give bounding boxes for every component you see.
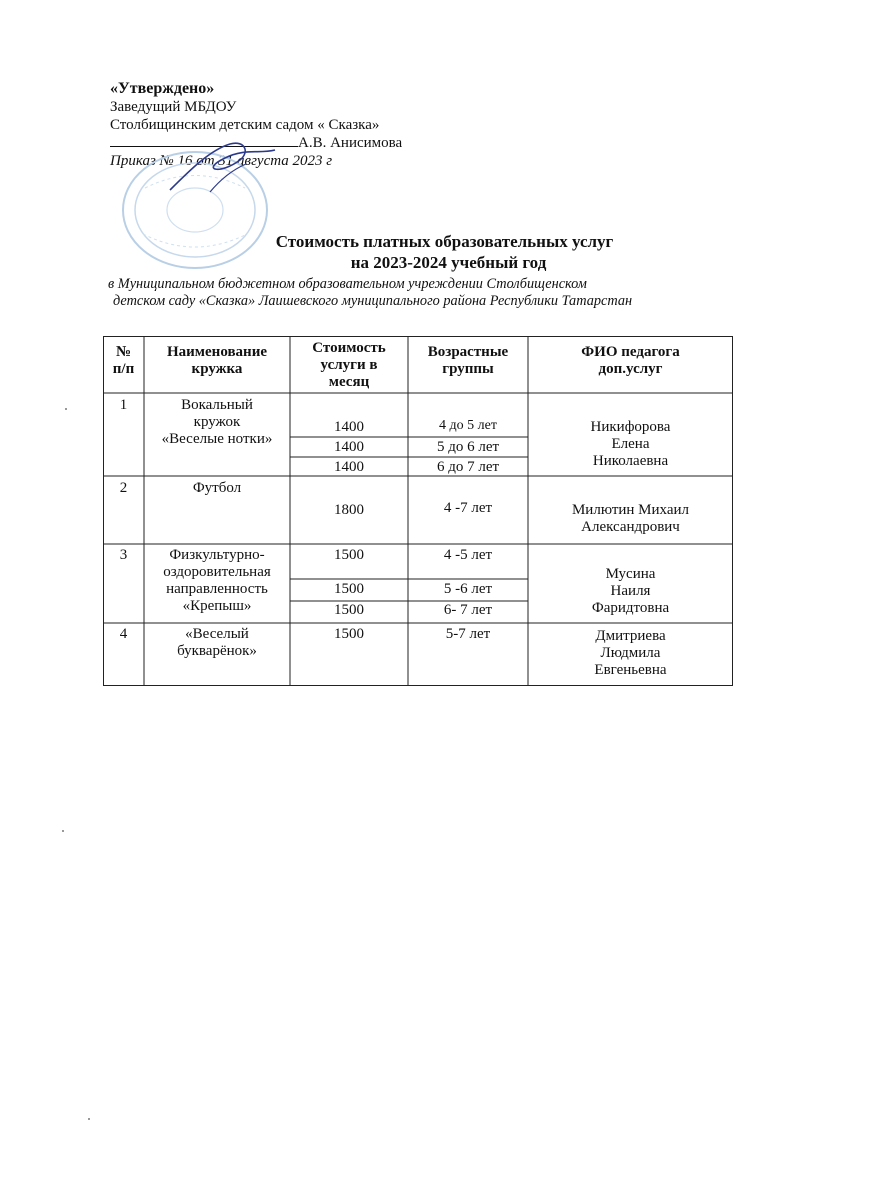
row3-teacher-line1: Мусина <box>605 566 656 582</box>
header-cost-line1: Стоимость <box>312 340 386 356</box>
header-age <box>408 344 528 378</box>
row1-name-line3: «Веселые нотки» <box>161 431 273 447</box>
scan-speck <box>62 830 64 832</box>
row1-age-1: 4 до 5 лет <box>439 418 497 433</box>
row2-name: Футбол <box>192 480 242 496</box>
header-name <box>144 344 290 378</box>
row1-cost-3: 1400 <box>334 459 364 475</box>
scan-speck <box>88 1118 90 1120</box>
document-title: Стоимость платных образовательных услуг <box>275 232 614 251</box>
row2-teacher <box>528 502 733 536</box>
row1-name-line1: Вокальный <box>181 397 253 413</box>
header-name-line1: Наименование <box>167 344 267 360</box>
header-teacher-line1: ФИО педагога <box>581 344 680 360</box>
row1-teacher-line1: Никифорова <box>590 419 671 435</box>
row1-teacher <box>528 419 733 470</box>
row2-number: 2 <box>119 480 128 496</box>
row1-name-line2: кружок <box>193 414 241 430</box>
header-number-line2: п/п <box>112 361 135 377</box>
row4-number: 4 <box>119 626 128 642</box>
approval-order: Приказ № 16 от 31 августа 2023 г <box>110 153 333 169</box>
row4-teacher-line3: Евгеньевна <box>594 662 667 678</box>
row4-name-line1: «Веселый <box>185 626 249 642</box>
row3-teacher-line3: Фаридтовна <box>591 600 670 616</box>
row3-name-line3: направленность <box>166 581 268 597</box>
row4-cost: 1500 <box>334 626 364 642</box>
row4-teacher-line1: Дмитриева <box>595 628 666 644</box>
row3-name-line1: Физкультурно- <box>169 547 265 563</box>
row3-age-3: 6- 7 лет <box>443 602 493 618</box>
row3-name <box>144 547 290 615</box>
row3-teacher-line2: Наиля <box>610 583 651 599</box>
header-cost <box>290 340 408 391</box>
row3-age-1: 4 -5 лет <box>443 547 493 563</box>
row4-teacher-line2: Людмила <box>600 645 661 661</box>
row4-name <box>144 626 290 660</box>
row1-age-3: 6 до 7 лет <box>436 459 500 475</box>
document-subtitle-line1: в Муниципальном бюджетном образовательном учреждении Столбищенском <box>108 276 587 292</box>
document-title-year: на 2023-2024 учебный год <box>350 253 547 272</box>
header-teacher <box>528 344 733 378</box>
row3-number: 3 <box>119 547 128 563</box>
row4-name-line2: букварёнок» <box>177 643 257 659</box>
row3-cost-2: 1500 <box>334 581 364 597</box>
header-age-line2: группы <box>442 361 494 377</box>
header-cost-line3: месяц <box>328 374 370 390</box>
header-cost-line2: услуги в <box>320 357 378 373</box>
row4-teacher <box>528 628 733 679</box>
approval-position: Заведущий МБДОУ <box>110 99 237 115</box>
document-subtitle-line2: детском саду «Сказка» Лаишевского муниципального района Республики Татарстан <box>113 293 633 309</box>
row3-teacher <box>528 566 733 617</box>
row3-cost-3: 1500 <box>334 602 364 618</box>
row3-cost-1: 1500 <box>334 547 364 563</box>
row1-name <box>144 397 290 448</box>
row1-number: 1 <box>119 397 128 413</box>
header-age-line1: Возрастные <box>427 344 509 360</box>
row2-teacher-line2: Александрович <box>581 519 680 535</box>
approval-organization: Столбищинским детским садом « Сказка» <box>110 117 380 133</box>
row2-age: 4 -7 лет <box>443 500 493 516</box>
approval-signatory: А.В. Анисимова <box>298 135 403 151</box>
header-name-line2: кружка <box>191 361 243 377</box>
row3-name-line2: оздоровительная <box>163 564 271 580</box>
header-teacher-line2: доп.услуг <box>598 361 663 377</box>
row2-teacher-line1: Милютин Михаил <box>571 502 690 518</box>
header-number-line1: № <box>115 344 132 360</box>
approval-heading: «Утверждено» <box>110 80 215 97</box>
row1-cost-2: 1400 <box>334 439 364 455</box>
row1-teacher-line2: Елена <box>611 436 650 452</box>
services-table <box>103 336 733 686</box>
row3-age-2: 5 -6 лет <box>443 581 493 597</box>
row1-cost-1: 1400 <box>334 419 364 435</box>
row1-age-2: 5 до 6 лет <box>436 439 500 455</box>
row3-name-line4: «Крепыш» <box>182 598 252 614</box>
scan-speck <box>65 408 67 410</box>
row1-teacher-line3: Николаевна <box>592 453 669 469</box>
row2-cost: 1800 <box>334 502 364 518</box>
handwritten-signature-icon <box>150 130 290 200</box>
row4-age: 5-7 лет <box>445 626 491 642</box>
header-number <box>103 344 144 378</box>
